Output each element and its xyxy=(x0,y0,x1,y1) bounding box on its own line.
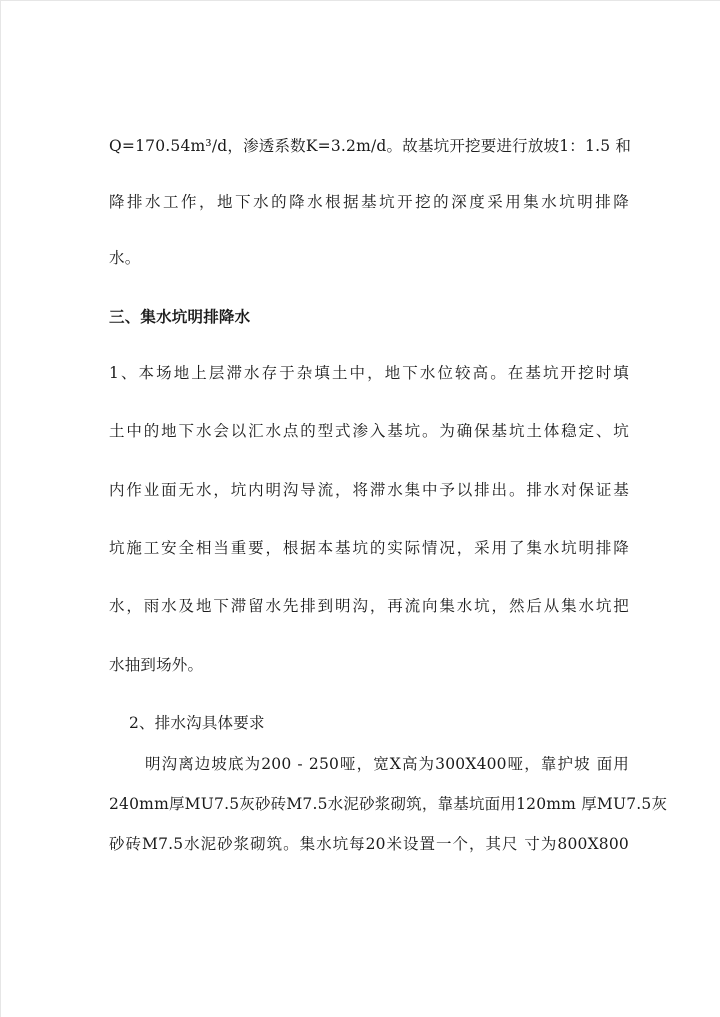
paragraph-1-line-3: 水。 xyxy=(109,249,141,267)
paragraph-1-line-1: Q=170.54m³/d，渗透系数K=3.2m/d。故基坑开挖要进行放坡1：1.5 和 xyxy=(109,137,632,155)
paragraph-2-line-3: 内作业面无水，坑内明沟导流，将滞水集中予以排出。排水对保证基 xyxy=(109,481,629,499)
paragraph-3-line-3: 砂砖M7.5水泥砂浆砌筑。集水坑每20米设置一个，其尺 寸为800X800 xyxy=(109,835,629,853)
paragraph-2-line-2: 土中的地下水会以汇水点的型式渗入基坑。为确保基坑土体稳定、坑 xyxy=(109,422,629,440)
paragraph-2-line-5: 水，雨水及地下滞留水先排到明沟，再流向集水坑，然后从集水坑把 xyxy=(109,597,629,615)
paragraph-1-line-2: 降排水工作，地下水的降水根据基坑开挖的深度采用集水坑明排降 xyxy=(109,193,629,211)
paragraph-2-line-1: 1、本场地上层滞水存于杂填土中，地下水位较高。在基坑开挖时填 xyxy=(109,364,629,382)
subsection-heading: 2、排水沟具体要求 xyxy=(129,714,265,732)
paragraph-3-line-2: 240mm厚MU7.5灰砂砖M7.5水泥砂浆砌筑，靠基坑面用120mm 厚MU7.5灰 xyxy=(109,795,668,813)
section-heading: 三、集水坑明排降水 xyxy=(109,307,251,326)
paragraph-2-line-6: 水抽到场外。 xyxy=(109,656,204,674)
paragraph-3-line-1: 明沟离边坡底为200 - 250哑，宽X高为300X400哑，靠护坡 面用 xyxy=(145,755,629,773)
paragraph-2-line-4: 坑施工安全相当重要，根据本基坑的实际情况，采用了集水坑明排降 xyxy=(109,539,629,557)
